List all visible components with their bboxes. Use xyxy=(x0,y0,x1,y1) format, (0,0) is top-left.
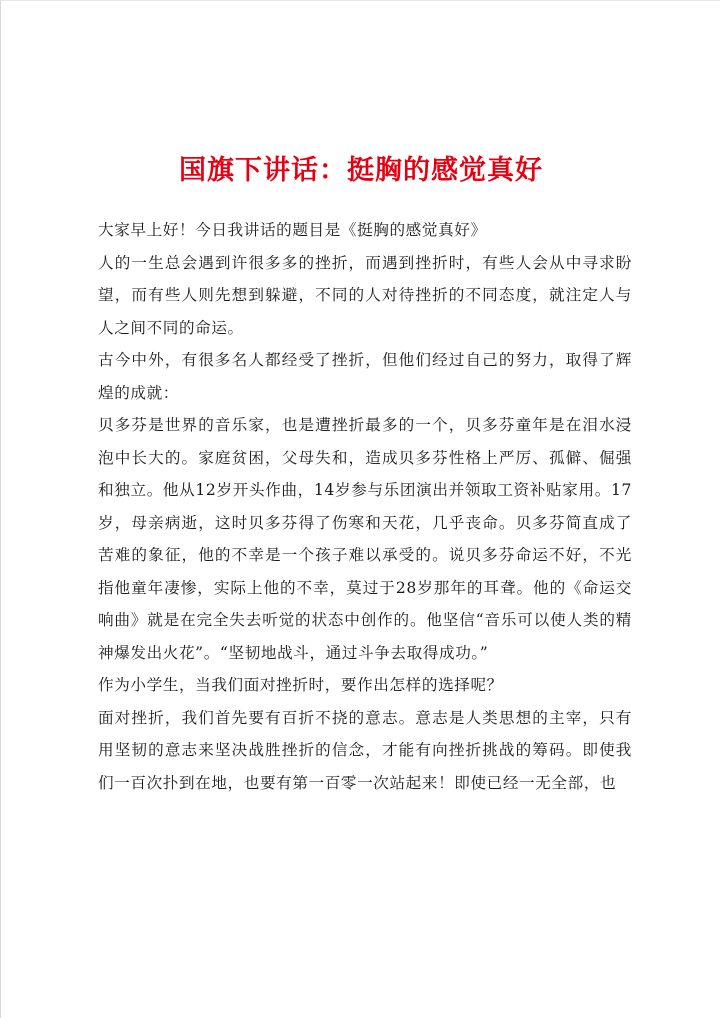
paragraph-greeting: 大家早上好！今日我讲话的题目是《挺胸的感觉真好》 xyxy=(98,221,487,239)
document-body xyxy=(98,214,632,799)
document-title: 国旗下讲话：挺胸的感觉真好 xyxy=(179,155,543,186)
paragraph-willpower: 面对挫折，我们首先要有百折不挠的意志。意志是人类思想的主宰，只有用坚韧的意志来坚决战胜挫折的信念，才能有向挫折挑战的筹码。即使我们一百次扑到在地，也要有第一百零一次站起来！即使已经一无全部，也 xyxy=(98,708,632,792)
paragraph-question: 作为小学生，当我们面对挫折时，要作出怎样的选择呢？ xyxy=(98,676,503,694)
paragraph-beethoven: 贝多芬是世界的音乐家，也是遭挫折最多的一个，贝多芬童年是在泪水浸泡中长大的。家庭贫困，父母失和，造成贝多芬性格上严厉、孤僻、倔强和独立。他从12岁开头作曲，14岁参与乐团演出并领取工资补贴家用。17岁，母亲病逝，这时贝多芬得了伤寒和天花，几乎丧命。贝多芬简直成了苦难的象征，他的不幸是一个孩子难以承受的。说贝多芬命运不好，不光指他童年凄惨，实际上他的不幸，莫过于28岁那年的耳聋。他的《命运交响曲》就是在完全失去听觉的状态中创作的。他坚信“音乐可以使人类的精神爆发出火花”。“坚韧地战斗，通过斗争去取得成功。” xyxy=(98,416,632,662)
paragraph-intro: 人的一生总会遇到许很多多的挫折，而遇到挫折时，有些人会从中寻求盼望，而有些人则先想到躲避，不同的人对待挫折的不同态度，就注定人与人之间不同的命运。 xyxy=(98,253,632,337)
paragraph-famous-people: 古今中外，有很多名人都经受了挫折，但他们经过自己的努力，取得了辉煌的成就： xyxy=(98,351,632,402)
